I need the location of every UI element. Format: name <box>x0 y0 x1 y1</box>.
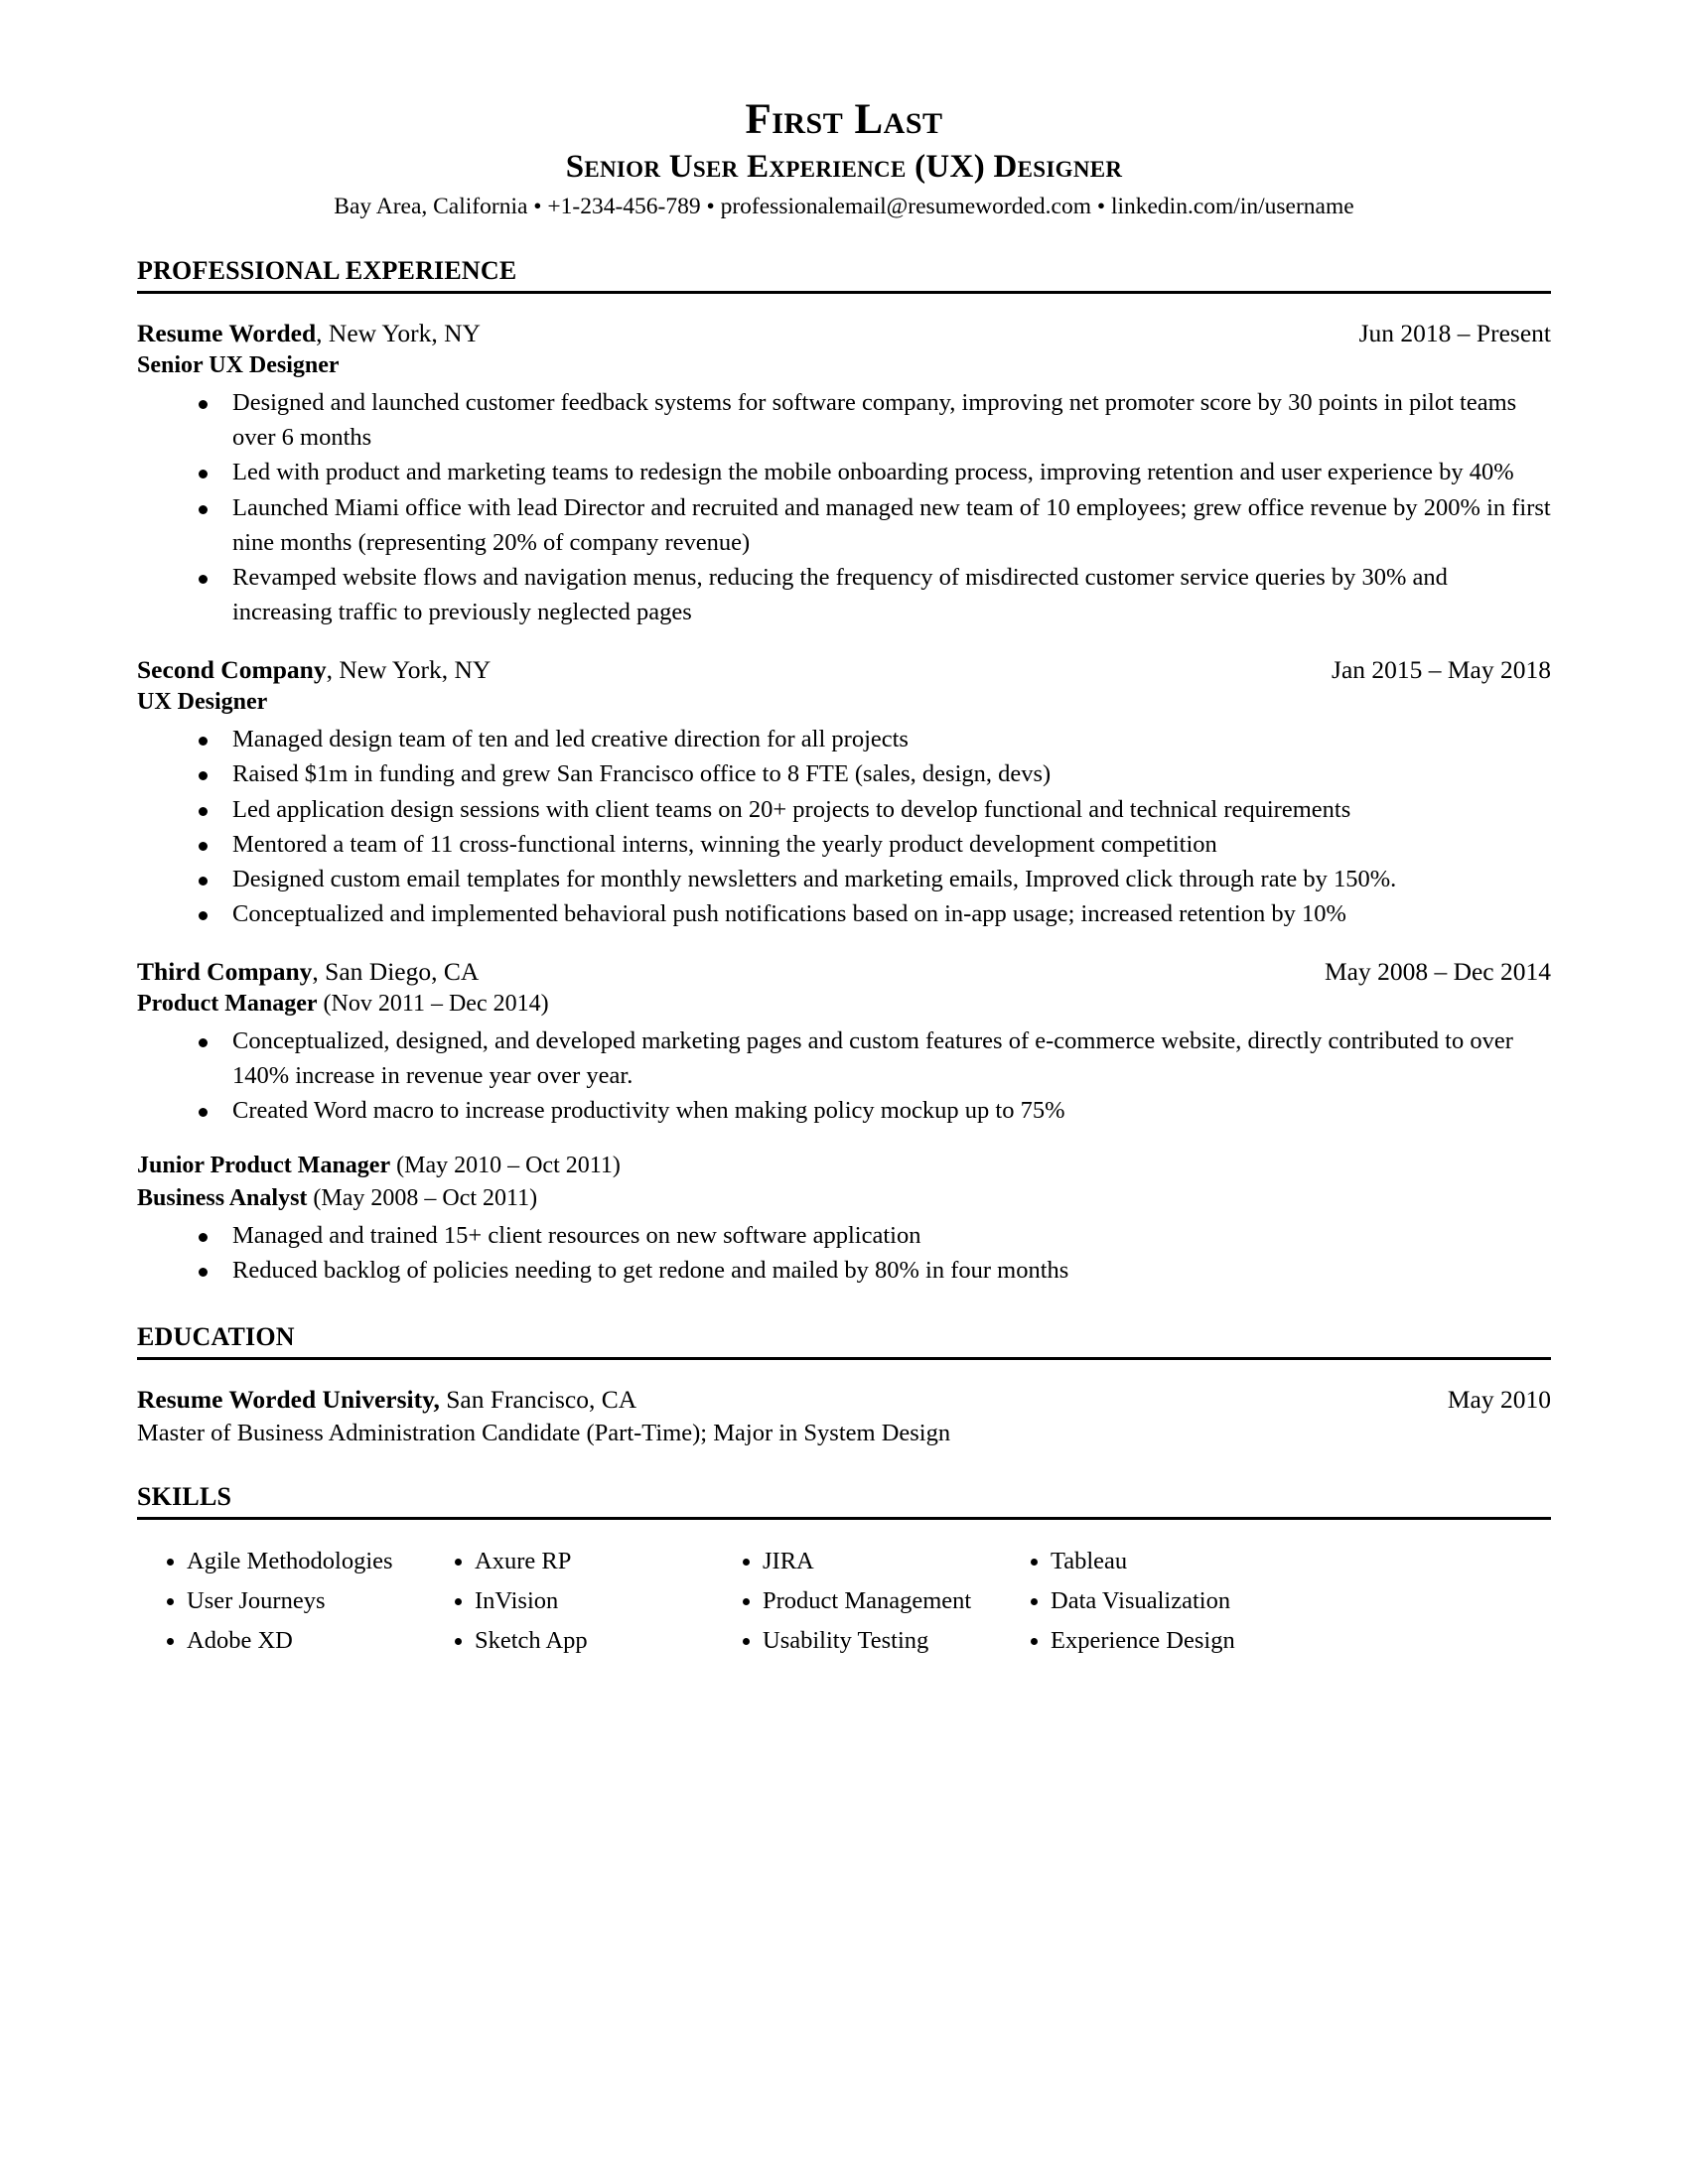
experience-entry <box>137 654 1551 932</box>
experience-dates: May 2008 – Dec 2014 <box>1324 956 1551 986</box>
skill-item: User Journeys <box>165 1581 453 1621</box>
sub-role-bullet: Managed and trained 15+ client resources on new software application <box>137 1218 1551 1253</box>
experience-bullet: Mentored a team of 11 cross-functional interns, winning the yearly product development competition <box>137 827 1551 862</box>
section-heading-education: EDUCATION <box>137 1322 1551 1360</box>
degree-line: Master of Business Administration Candidate (Part-Time); Major in System Design <box>137 1419 951 1446</box>
experience-bullet: Conceptualized, designed, and developed marketing pages and custom features of e-commerce website, directly contributed to over 140% increase in revenue year over year. <box>137 1024 1551 1094</box>
skills-grid <box>137 1542 1551 1660</box>
company-location: , New York, NY <box>326 654 492 684</box>
experience-bullet-list <box>137 722 1551 932</box>
job-title-text: UX Designer <box>137 688 268 715</box>
skill-item: InVision <box>453 1581 741 1621</box>
experience-dates: Jan 2015 – May 2018 <box>1332 654 1551 684</box>
experience-dates: Jun 2018 – Present <box>1358 318 1551 347</box>
sub-role-junior-product-manager <box>137 1151 1551 1181</box>
education-entry-header <box>137 1384 1551 1415</box>
experience-bullet-list <box>137 1024 1551 1129</box>
job-title-text: Senior UX Designer <box>137 351 340 378</box>
experience-entry-header <box>137 956 1551 987</box>
experience-bullet: Raised $1m in funding and grew San Francisco office to 8 FTE (sales, design, devs) <box>137 756 1551 791</box>
experience-bullet: Led with product and marketing teams to redesign the mobile onboarding process, improving retention and user experience by 40% <box>137 455 1551 489</box>
candidate-title: Senior User Experience (UX) Designer <box>565 148 1123 185</box>
skill-item: Tableau <box>1029 1542 1317 1581</box>
sub-role-business-analyst <box>137 1183 1551 1214</box>
experience-bullet-list <box>137 385 1551 630</box>
section-professional-experience <box>137 256 1551 1289</box>
experience-bullet: Created Word macro to increase productivity when making policy mockup up to 75% <box>137 1093 1551 1128</box>
skill-item: Agile Methodologies <box>165 1542 453 1581</box>
experience-bullet: Conceptualized and implemented behavioral push notifications based on in-app usage; increased retention by 10% <box>137 896 1551 931</box>
experience-entry <box>137 318 1551 630</box>
job-title <box>137 989 1551 1020</box>
company-name: Third Company <box>137 956 313 986</box>
sub-role-title: Business Analyst <box>137 1184 308 1211</box>
company-line <box>137 654 491 685</box>
section-education <box>137 1322 1551 1449</box>
experience-bullet: Launched Miami office with lead Director and recruited and managed new team of 10 employees; grew office revenue by 200% in first nine months (representing 20% of company revenue) <box>137 490 1551 561</box>
sub-role-bullet: Reduced backlog of policies needing to get redone and mailed by 80% in four months <box>137 1253 1551 1288</box>
contact-line: Bay Area, California • +1-234-456-789 • professionalemail@resumeworded.com • linkedin.com/in/username <box>334 194 1354 220</box>
sub-role-group <box>137 1151 1551 1289</box>
company-line <box>137 318 481 348</box>
company-location: , San Diego, CA <box>312 956 480 986</box>
job-title <box>137 350 1551 381</box>
skill-item: Sketch App <box>453 1621 741 1661</box>
sub-role-bullet-list <box>137 1218 1551 1289</box>
experience-entry-header <box>137 654 1551 685</box>
experience-entry-header <box>137 318 1551 348</box>
sub-role-dates: (May 2010 – Oct 2011) <box>390 1152 621 1178</box>
experience-entry <box>137 956 1551 1129</box>
resume-header <box>137 95 1551 222</box>
section-heading-skills: SKILLS <box>137 1482 1551 1520</box>
experience-bullet: Revamped website flows and navigation menus, reducing the frequency of misdirected customer service queries by 30% and increasing traffic to previously neglected pages <box>137 560 1551 630</box>
skill-item: Product Management <box>741 1581 1029 1621</box>
experience-bullet: Managed design team of ten and led creative direction for all projects <box>137 722 1551 756</box>
section-skills <box>137 1482 1551 1660</box>
company-location: , New York, NY <box>316 318 481 347</box>
skill-item: Usability Testing <box>741 1621 1029 1661</box>
sub-role-dates: (May 2008 – Oct 2011) <box>307 1184 538 1211</box>
experience-bullet: Led application design sessions with client teams on 20+ projects to develop functional and technical requirements <box>137 792 1551 827</box>
school-location: San Francisco, CA <box>439 1384 637 1414</box>
school-name: Resume Worded University, <box>137 1384 440 1414</box>
candidate-name: First Last <box>745 96 943 143</box>
skill-item: Experience Design <box>1029 1621 1317 1661</box>
job-title-text: Product Manager <box>137 990 318 1017</box>
experience-bullet: Designed custom email templates for monthly newsletters and marketing emails, Improved click through rate by 150%. <box>137 862 1551 896</box>
skill-item: JIRA <box>741 1542 1029 1581</box>
company-name: Second Company <box>137 654 327 684</box>
job-title-dates: (Nov 2011 – Dec 2014) <box>317 990 549 1017</box>
job-title <box>137 687 1551 718</box>
school-line <box>137 1384 636 1415</box>
experience-bullet: Designed and launched customer feedback systems for software company, improving net promoter score by 30 points in pilot teams over 6 months <box>137 385 1551 456</box>
skill-item: Adobe XD <box>165 1621 453 1661</box>
education-dates: May 2010 <box>1447 1384 1551 1414</box>
skill-item: Axure RP <box>453 1542 741 1581</box>
education-entry <box>137 1384 1551 1449</box>
company-name: Resume Worded <box>137 318 317 347</box>
sub-role-title: Junior Product Manager <box>137 1152 391 1178</box>
company-line <box>137 956 479 987</box>
section-heading-experience: PROFESSIONAL EXPERIENCE <box>137 256 1551 294</box>
skill-item: Data Visualization <box>1029 1581 1317 1621</box>
